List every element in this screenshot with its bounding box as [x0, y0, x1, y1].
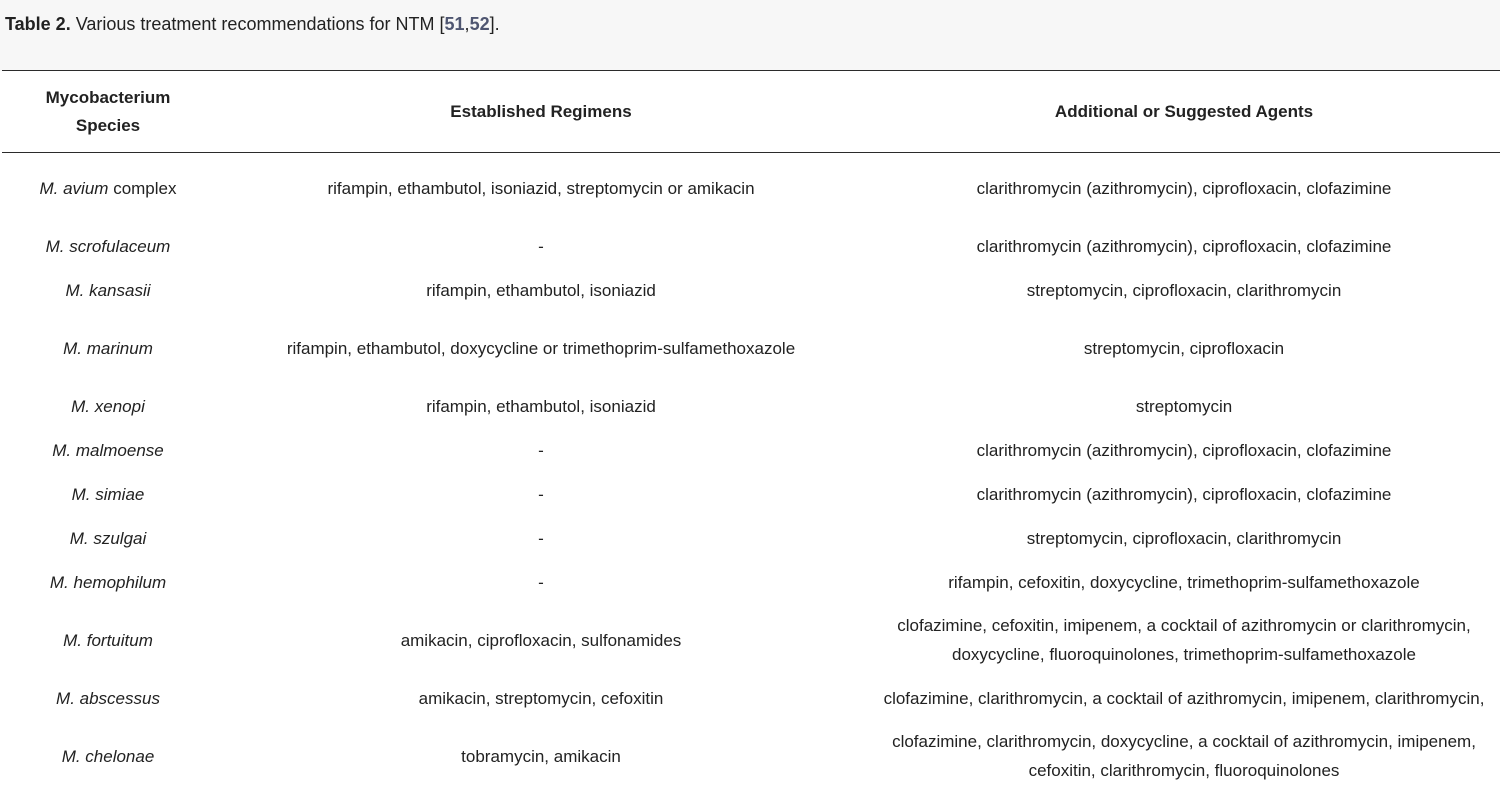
species-cell: M. chelonae: [61, 746, 155, 766]
additional-cell: streptomycin: [1135, 396, 1233, 416]
established-cell: -: [538, 528, 544, 548]
table-row: [2, 720, 1500, 792]
table-row: [2, 472, 1500, 516]
established-cell: -: [538, 236, 544, 256]
established-cell: rifampin, ethambutol, isoniazid, streptomycin or amikacin: [327, 178, 755, 198]
species-cell: [2, 152, 214, 224]
table-top-rule: [2, 70, 1500, 71]
table-row: [2, 676, 1500, 720]
established-cell: rifampin, ethambutol, doxycycline or trimethoprim-sulfamethoxazole: [286, 338, 796, 358]
header-additional: Additional or Suggested Agents: [1054, 101, 1314, 121]
established-cell: rifampin, ethambutol, isoniazid: [426, 280, 656, 300]
table-row: [2, 224, 1500, 268]
species-cell: M. simiae: [71, 484, 145, 504]
reference-link-51[interactable]: 51: [444, 14, 465, 34]
species-name: M. avium: [39, 178, 109, 198]
species-cell: M. szulgai: [69, 528, 147, 548]
additional-cell: clofazimine, clarithromycin, doxycycline, a cocktail of azithromycin, imipenem, cefoxitin, clarithromycin, fluoroquinolones: [892, 732, 1476, 780]
table-caption: [5, 13, 500, 35]
treatment-table: [2, 71, 1500, 792]
species-cell: M. abscessus: [56, 688, 160, 708]
additional-cell: clarithromycin (azithromycin), ciprofloxacin, clofazimine: [976, 178, 1392, 198]
species-cell: M. kansasii: [65, 280, 151, 300]
additional-cell: streptomycin, ciprofloxacin, clarithromycin: [1026, 280, 1342, 300]
table-row: [2, 428, 1500, 472]
table-header-row: [2, 71, 1500, 152]
additional-cell: streptomycin, ciprofloxacin, clarithromycin: [1026, 528, 1342, 548]
additional-cell: clarithromycin (azithromycin), ciprofloxacin, clofazimine: [976, 236, 1392, 256]
table-row: [2, 384, 1500, 428]
caption-bar: [0, 0, 1500, 71]
table-row: [2, 560, 1500, 604]
established-cell: tobramycin, amikacin: [461, 746, 621, 766]
table-row: [2, 152, 1500, 224]
species-cell: M. xenopi: [71, 396, 145, 416]
species-cell: M. scrofulaceum: [45, 236, 171, 256]
caption-end: ].: [489, 14, 500, 34]
established-cell: -: [538, 484, 544, 504]
species-cell: M. hemophilum: [49, 572, 167, 592]
header-bottom-rule: [2, 152, 1500, 153]
additional-cell: clofazimine, cefoxitin, imipenem, a cocktail of azithromycin or clarithromycin, doxycycline, fluoroquinolones, trimethoprim-sulfamethoxazole: [897, 616, 1471, 664]
species-cell: M. fortuitum: [63, 630, 153, 650]
species-cell: M. malmoense: [52, 440, 164, 460]
species-cell: M. marinum: [63, 338, 153, 358]
table-row: [2, 516, 1500, 560]
additional-cell: clarithromycin (azithromycin), ciprofloxacin, clofazimine: [976, 484, 1392, 504]
table-row: [2, 604, 1500, 676]
additional-cell: clofazimine, clarithromycin, a cocktail of azithromycin, imipenem, clarithromycin,: [883, 688, 1485, 708]
established-cell: -: [538, 440, 544, 460]
established-cell: amikacin, ciprofloxacin, sulfonamides: [400, 630, 682, 650]
header-species: Mycobacterium Species: [45, 87, 171, 135]
established-cell: -: [538, 572, 544, 592]
established-cell: rifampin, ethambutol, isoniazid: [426, 396, 656, 416]
header-established: Established Regimens: [450, 101, 632, 121]
additional-cell: rifampin, cefoxitin, doxycycline, trimethoprim-sulfamethoxazole: [948, 572, 1420, 592]
species-suffix: complex: [108, 178, 177, 198]
established-cell: amikacin, streptomycin, cefoxitin: [418, 688, 664, 708]
caption-separator: ,: [464, 14, 470, 34]
reference-link-52[interactable]: 52: [469, 14, 490, 34]
table-row: [2, 268, 1500, 312]
caption-label: Table 2.: [5, 14, 71, 34]
additional-cell: clarithromycin (azithromycin), ciprofloxacin, clofazimine: [976, 440, 1392, 460]
table-row: [2, 312, 1500, 384]
caption-text: Various treatment recommendations for NTM [: [70, 14, 445, 34]
additional-cell: streptomycin, ciprofloxacin: [1083, 338, 1285, 358]
